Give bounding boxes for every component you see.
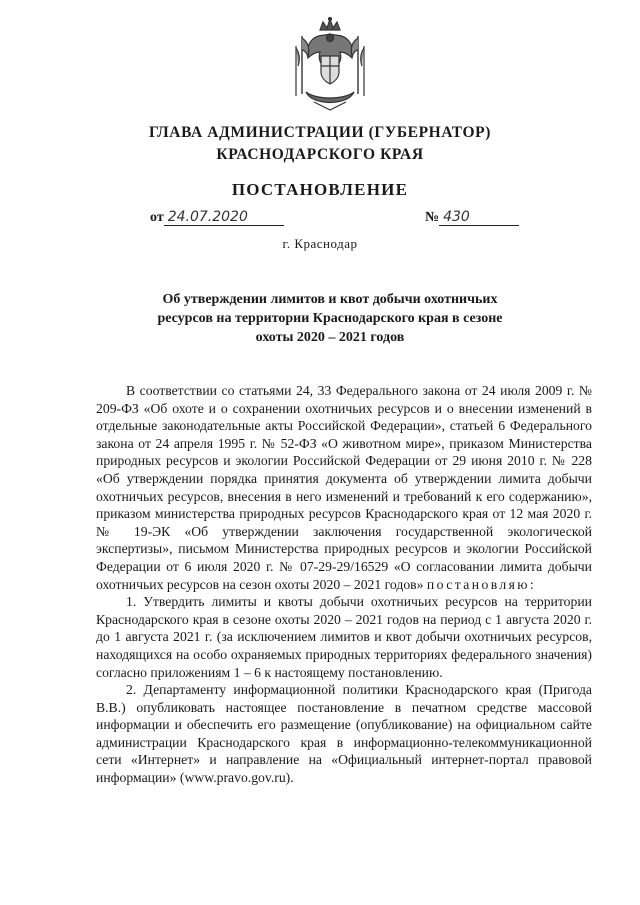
city: г. Краснодар bbox=[282, 236, 358, 251]
date-value: 24.07.2020 bbox=[164, 210, 284, 226]
document-type: ПОСТАНОВЛЕНИЕ bbox=[231, 180, 409, 199]
number-value: 430 bbox=[439, 210, 519, 226]
coat-of-arms-icon bbox=[290, 16, 370, 112]
preamble-text: В соответствии со статьями 24, 33 Федерального закона от 24 июля 2009 г. № 209-ФЗ «Об охоте и о сохранении охотничьих ресурсов и о внесении изменений в отдельные законодательные акты Российской Федерации», статьей 6 Федерального закона от 24 апреля 1995 г. № 52-ФЗ «О животном мире», приказом Министерства природных ресурсов и экологии Российской Федерации от 29 июня 2010 г. № 228 «Об утверждении порядка принятия документа об утверждении лимита добычи охотничьих ресурсов, внесения в него изменений и требований к его содержанию», приказом министерства природных ресурсов Краснодарского края от 12 мая 2020 г. № 19-ЭК «Об утверждении заключения государственной экологической экспертизы», письмом Министерства природных ресурсов и экологии Российской Федерации от 6 июля 2020 г. № 07-29-29/16529 «О согласовании лимита добычи охотничьих ресурсов на сезон охоты 2020 – 2021 годов» bbox=[96, 383, 592, 592]
issuer-title: ГЛАВА АДМИНИСТРАЦИИ (ГУБЕРНАТОР) bbox=[149, 124, 491, 141]
item-1-paragraph: 1. Утвердить лимиты и квоты добычи охотничьих ресурсов на территории Краснодарского края в сезоне охоты 2020 – 2021 годов на период с 1 августа 2020 г. до 1 августа 2021 г. (за исключением лимитов и квот добычи охотничьих ресурсов, находящихся на особо охраняемых природных территориях федерального значения) согласно приложениям 1 – 6 к настоящему постановлению. bbox=[96, 594, 592, 680]
issuer-region: КРАСНОДАРСКОГО КРАЯ bbox=[216, 146, 424, 163]
document-title: Об утверждении лимитов и квот добычи охотничьих ресурсов на территории Краснодарского края в сезоне охоты 2020 – 2021 годов bbox=[157, 292, 503, 345]
decree-word: постановляю: bbox=[426, 576, 537, 592]
preamble-paragraph bbox=[96, 382, 592, 593]
number-label: № bbox=[425, 210, 440, 225]
number-line bbox=[425, 210, 519, 226]
date-label: от bbox=[150, 210, 164, 225]
document-body bbox=[96, 382, 592, 787]
date-line bbox=[150, 210, 284, 226]
item-2-paragraph: 2. Департаменту информационной политики Краснодарского края (Пригода В.В.) опубликовать настоящее постановление в печатном средстве массовой информации и обеспечить его размещение (опубликование) на официальном сайте администрации Краснодарского края в информационно-телекоммуникационной сети «Интернет» и направление на «Официальный интернет-портал правовой информации» (www.pravo.gov.ru). bbox=[96, 682, 592, 786]
